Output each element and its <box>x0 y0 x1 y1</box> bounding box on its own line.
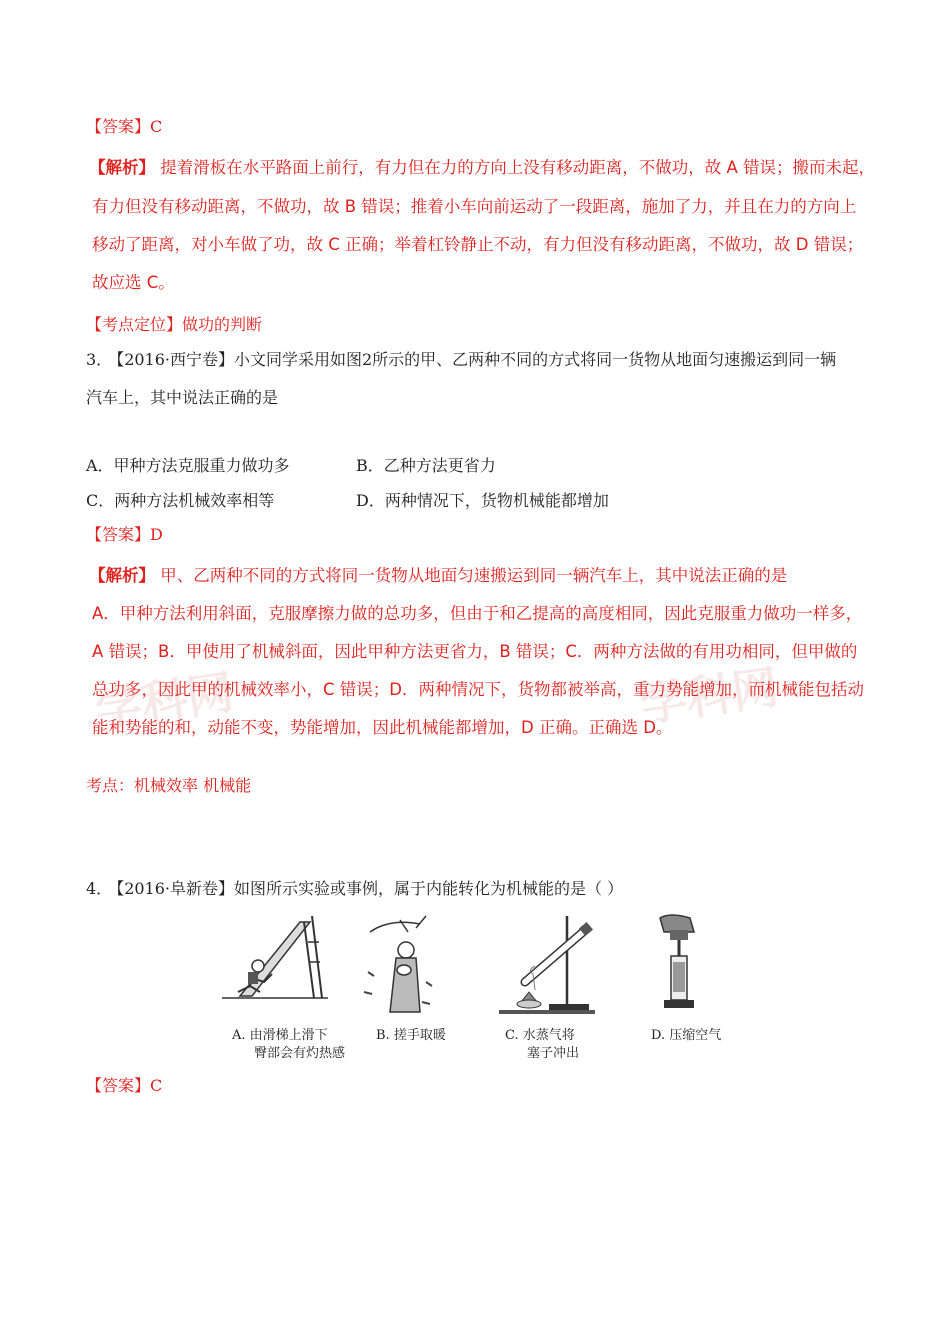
caption-c-line-2: 塞子冲出 <box>527 1046 580 1061</box>
q2-analysis-line-2: 有力但没有移动距离，不做功，故 B 错误；推着小车向前运动了一段距离，施加了力，并且在力的方向上 <box>92 197 857 216</box>
q3-option-b: B．乙种方法更省力 <box>356 456 496 475</box>
rubbing-hands-figure <box>360 912 440 1022</box>
q3-answer: 【答案】D <box>86 525 163 544</box>
caption-b: B. 搓手取暖 <box>376 1028 446 1043</box>
q2-analysis-line-4: 故应选 C。 <box>92 273 175 292</box>
caption-a: A. 由滑梯上滑下 <box>232 1028 328 1043</box>
slide-figure <box>220 912 330 1022</box>
q3-analysis-line-4: 能和势能的和，动能不变，势能增加，因此机械能都增加，D 正确。正确选 D。 <box>92 718 673 737</box>
q3-analysis-first: 【解析】 甲、乙两种不同的方式将同一货物从地面匀速搬运到同一辆汽车上，其中说法正确的是 <box>89 566 788 585</box>
q3-option-a: A．甲种方法克服重力做功多 <box>86 456 290 475</box>
q2-answer: 【答案】C <box>86 117 163 136</box>
watermark: 学科网 <box>637 659 782 733</box>
q4-stem: 4． 【2016·阜新卷】如图所示实验或事例，属于内能转化为机械能的是（ ） <box>86 879 624 898</box>
q3-stem-line-2: 汽车上，其中说法正确的是 <box>86 388 279 407</box>
q3-analysis-line-2: A 错误；B．甲使用了机械斜面，因此甲种方法更省力，B 错误；C．两种方法做的有用功相同，但甲做的 <box>92 642 858 661</box>
q2-point: 【考点定位】做功的判断 <box>86 315 263 334</box>
q3-point: 考点：机械效率 机械能 <box>86 776 252 795</box>
q3-option-c: C．两种方法机械效率相等 <box>86 491 275 510</box>
q2-analysis-line-1: 【解析】 提着滑板在水平路面上前行，有力但在力的方向上没有移动距离，不做功，故 A 错误；搬而未起， <box>89 158 876 177</box>
steam-experiment-figure <box>495 912 605 1022</box>
q3-stem-line-1: 3． 【2016·西宁卷】小文同学采用如图2所示的甲、乙两种不同的方式将同一货物从地面匀速搬运到同一辆 <box>86 350 837 369</box>
q2-analysis-line-3: 移动了距离，对小车做了功，故 C 正确；举着杠铃静止不动，有力但没有移动距离，不做功，故 D 错误； <box>92 235 864 254</box>
caption-d: D. 压缩空气 <box>651 1028 722 1043</box>
compress-air-figure <box>650 912 720 1022</box>
caption-a-line-2: 臀部会有灼热感 <box>254 1046 346 1061</box>
q4-answer: 【答案】C <box>86 1076 163 1095</box>
q3-analysis-line-1: A．甲种方法利用斜面，克服摩擦力做的总功多，但由于和乙提高的高度相同，因此克服重力做功一样多， <box>92 604 863 623</box>
q3-option-d: D．两种情况下，货物机械能都增加 <box>356 491 609 510</box>
q3-analysis-line-3: 总功多，因此甲的机械效率小，C 错误；D．两种情况下，货物都被举高，重力势能增加，而机械能包括动 <box>92 680 864 699</box>
watermark: 学科网 <box>92 664 237 738</box>
caption-c: C. 水蒸气将 <box>505 1028 575 1043</box>
